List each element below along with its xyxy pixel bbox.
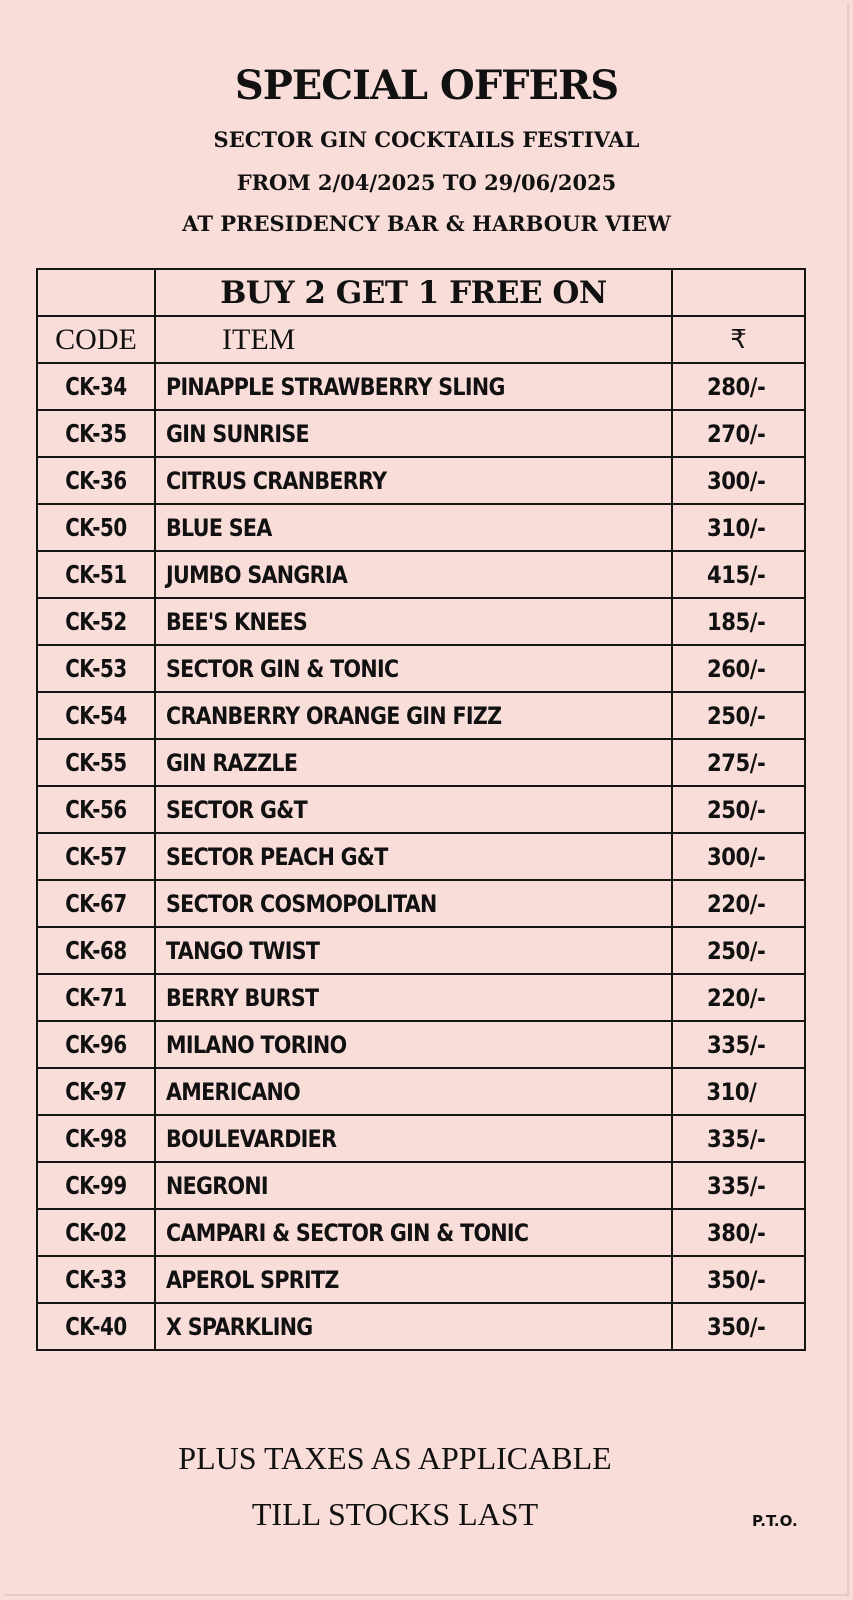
item-name: BLUE SEA (155, 504, 672, 551)
table-row (37, 739, 805, 786)
table-row (37, 551, 805, 598)
pto-note: P.T.O. (752, 1512, 798, 1530)
price-column-header: ₹ (672, 316, 805, 363)
item-price: 415/- (672, 551, 805, 598)
item-code: CK-35 (37, 410, 155, 457)
item-price: 300/- (672, 457, 805, 504)
item-code: CK-34 (37, 363, 155, 410)
table-row (37, 504, 805, 551)
item-price: 280/- (672, 363, 805, 410)
item-code: CK-57 (37, 833, 155, 880)
banner-blank-left (37, 269, 155, 316)
item-price: 270/- (672, 410, 805, 457)
item-name: SECTOR GIN & TONIC (155, 645, 672, 692)
table-row (37, 880, 805, 927)
item-name: NEGRONI (155, 1162, 672, 1209)
item-name: MILANO TORINO (155, 1021, 672, 1068)
item-code: CK-33 (37, 1256, 155, 1303)
taxes-note: PLUS TAXES AS APPLICABLE (178, 1440, 612, 1476)
item-price: 275/- (672, 739, 805, 786)
item-name: APEROL SPRITZ (155, 1256, 672, 1303)
item-price: 335/- (672, 1115, 805, 1162)
table-row (37, 786, 805, 833)
item-price: 300/- (672, 833, 805, 880)
item-name: BOULEVARDIER (155, 1115, 672, 1162)
item-price: 220/- (672, 974, 805, 1021)
item-price: 335/- (672, 1021, 805, 1068)
festival-venue: AT PRESIDENCY BAR & HARBOUR VIEW (182, 211, 671, 236)
table-row (37, 363, 805, 410)
item-code: CK-99 (37, 1162, 155, 1209)
item-code: CK-53 (37, 645, 155, 692)
item-name: CRANBERRY ORANGE GIN FIZZ (155, 692, 672, 739)
table-row (37, 598, 805, 645)
table-row (37, 974, 805, 1021)
table-row (37, 1115, 805, 1162)
item-name: TANGO TWIST (155, 927, 672, 974)
item-price: 250/- (672, 786, 805, 833)
item-code: CK-52 (37, 598, 155, 645)
banner-row (37, 269, 805, 316)
item-price: 220/- (672, 880, 805, 927)
stock-note: TILL STOCKS LAST (251, 1496, 539, 1532)
code-column-header: CODE (37, 316, 155, 363)
table-row (37, 692, 805, 739)
item-price: 335/- (672, 1162, 805, 1209)
item-name: GIN SUNRISE (155, 410, 672, 457)
table-row (37, 833, 805, 880)
item-code: CK-55 (37, 739, 155, 786)
festival-dates: FROM 2/04/2025 TO 29/06/2025 (236, 170, 617, 195)
item-code: CK-97 (37, 1068, 155, 1115)
table-row (37, 1209, 805, 1256)
item-code: CK-02 (37, 1209, 155, 1256)
item-price: 185/- (672, 598, 805, 645)
item-code: CK-40 (37, 1303, 155, 1350)
item-name: CAMPARI & SECTOR GIN & TONIC (155, 1209, 672, 1256)
item-name: SECTOR COSMOPOLITAN (155, 880, 672, 927)
item-name: BEE'S KNEES (155, 598, 672, 645)
offers-table (36, 268, 806, 1351)
item-price: 380/- (672, 1209, 805, 1256)
column-header-row (37, 316, 805, 363)
table-row (37, 410, 805, 457)
page-title: SPECIAL OFFERS (234, 62, 619, 109)
item-name: GIN RAZZLE (155, 739, 672, 786)
item-price: 310/ (672, 1068, 805, 1115)
item-name: SECTOR PEACH G&T (155, 833, 672, 880)
item-code: CK-36 (37, 457, 155, 504)
item-price: 250/- (672, 692, 805, 739)
table-row (37, 927, 805, 974)
item-code: CK-96 (37, 1021, 155, 1068)
item-price: 260/- (672, 645, 805, 692)
table-row (37, 1068, 805, 1115)
item-name: AMERICANO (155, 1068, 672, 1115)
item-name: CITRUS CRANBERRY (155, 457, 672, 504)
item-column-header: ITEM (155, 316, 672, 363)
item-price: 350/- (672, 1303, 805, 1350)
item-code: CK-50 (37, 504, 155, 551)
item-name: X SPARKLING (155, 1303, 672, 1350)
item-code: CK-71 (37, 974, 155, 1021)
banner-blank-right (672, 269, 805, 316)
item-price: 250/- (672, 927, 805, 974)
item-name: JUMBO SANGRIA (155, 551, 672, 598)
table-row (37, 1162, 805, 1209)
table-row (37, 457, 805, 504)
table-row (37, 1256, 805, 1303)
offer-banner: BUY 2 GET 1 FREE ON (155, 269, 672, 316)
item-code: CK-68 (37, 927, 155, 974)
festival-name: SECTOR GIN COCKTAILS FESTIVAL (213, 127, 640, 152)
table-row (37, 1303, 805, 1350)
item-name: SECTOR G&T (155, 786, 672, 833)
table-row (37, 645, 805, 692)
item-name: PINAPPLE STRAWBERRY SLING (155, 363, 672, 410)
item-code: CK-51 (37, 551, 155, 598)
item-price: 350/- (672, 1256, 805, 1303)
item-price: 310/- (672, 504, 805, 551)
item-name: BERRY BURST (155, 974, 672, 1021)
item-code: CK-67 (37, 880, 155, 927)
item-code: CK-98 (37, 1115, 155, 1162)
item-code: CK-54 (37, 692, 155, 739)
item-code: CK-56 (37, 786, 155, 833)
table-row (37, 1021, 805, 1068)
